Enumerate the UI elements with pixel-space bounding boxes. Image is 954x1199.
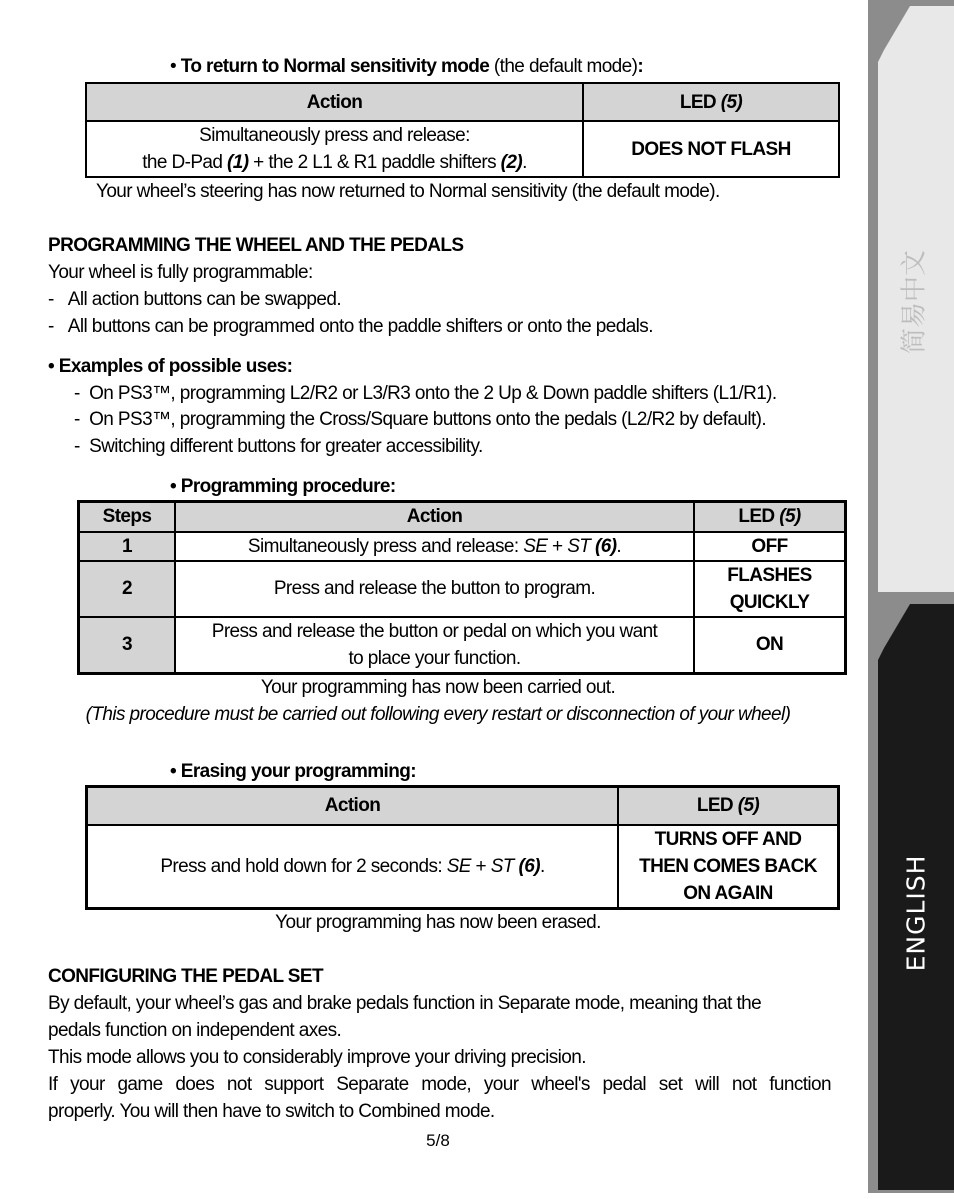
erased-note: Your programming has now been erased. bbox=[275, 912, 601, 933]
list-item-text: All buttons can be programmed onto the paddle shifters or onto the pedals. bbox=[67, 316, 653, 337]
pedal-paragraph-line: This mode allows you to considerably improve your driving precision. bbox=[48, 1047, 586, 1068]
erase-led-line: ON AGAIN bbox=[683, 882, 773, 904]
period: . bbox=[616, 535, 622, 557]
header-led bbox=[618, 787, 839, 825]
procedure-title bbox=[170, 476, 396, 498]
example-item: - On PS3™, programming L2/R2 or L3/R3 onto the 2 Up & Down paddle shifters (L1/R1). bbox=[74, 383, 777, 404]
example-text: On PS3™, programming L2/R2 or L3/R3 onto the 2 Up & Down paddle shifters (L1/R1). bbox=[89, 383, 777, 404]
header-action: Action bbox=[87, 787, 619, 825]
pedal-paragraph-line: properly. You will then have to switch to Combined mode. bbox=[48, 1101, 495, 1122]
erase-led-line: THEN COMES BACK bbox=[639, 855, 817, 877]
step-action bbox=[175, 617, 694, 674]
list-item: - All action buttons can be swapped. bbox=[48, 289, 342, 310]
done-note: Your programming has now been carried out. bbox=[260, 677, 616, 698]
st-button-ref: ST bbox=[567, 535, 591, 557]
list-item: - All buttons can be programmed onto the paddle shifters or onto the pedals. bbox=[48, 316, 653, 337]
bullet-icon: • bbox=[170, 56, 177, 77]
bullet-icon: • bbox=[170, 761, 177, 782]
bullet-icon: • bbox=[48, 356, 55, 377]
pedal-paragraph-line: By default, your wheel’s gas and brake pedals function in Separate mode, meaning that the bbox=[48, 993, 762, 1014]
step-action-text: Simultaneously press and release: bbox=[247, 535, 524, 557]
action-dpad-ref: (1) bbox=[227, 152, 249, 173]
item-ref: (6) bbox=[518, 855, 540, 877]
examples-title bbox=[48, 356, 292, 378]
header-led-label: LED bbox=[679, 91, 721, 113]
erase-title-text: Erasing your programming: bbox=[180, 761, 416, 782]
programming-intro: Your wheel is fully programmable: bbox=[48, 262, 313, 283]
header-led-ref: (5) bbox=[737, 795, 760, 817]
step-number: 1 bbox=[79, 532, 176, 561]
sidebar-tabs-graphic bbox=[868, 0, 954, 1193]
action-period: . bbox=[522, 152, 527, 173]
header-led-label: LED bbox=[696, 795, 738, 817]
normal-mode-bullet bbox=[170, 56, 643, 78]
example-item: - Switching different buttons for greater accessibility. bbox=[74, 436, 483, 457]
step-led-line: FLASHES bbox=[727, 564, 812, 586]
step-action bbox=[175, 532, 694, 561]
step-action-line: to place your function. bbox=[348, 647, 521, 669]
step-led bbox=[694, 561, 846, 617]
action-line-1: Simultaneously press and release: bbox=[199, 125, 470, 146]
programming-heading: PROGRAMMING THE WHEEL AND THE PEDALS bbox=[48, 235, 464, 256]
restart-note: (This procedure must be carried out following every restart or disconnection of your wheel) bbox=[85, 704, 791, 725]
tab-chinese[interactable]: 简易中文 bbox=[899, 249, 930, 355]
header-steps: Steps bbox=[79, 502, 176, 532]
page-number: 5/8 bbox=[426, 1131, 450, 1150]
pedal-paragraph-line: pedals function on independent axes. bbox=[48, 1020, 342, 1041]
erase-table bbox=[85, 785, 840, 910]
step-led: ON bbox=[694, 617, 846, 674]
erase-action bbox=[87, 825, 619, 909]
procedure-table bbox=[77, 500, 847, 675]
step-action: Press and release the button to program. bbox=[175, 561, 694, 617]
header-led bbox=[583, 83, 839, 121]
procedure-title-text: Programming procedure: bbox=[180, 476, 396, 497]
example-text: Switching different buttons for greater accessibility. bbox=[89, 436, 483, 457]
header-led-ref: (5) bbox=[779, 506, 801, 528]
se-button-ref: SE bbox=[446, 855, 471, 877]
normal-mode-colon: : bbox=[637, 56, 644, 77]
example-text: On PS3™, programming the Cross/Square buttons onto the pedals (L2/R2 by default). bbox=[89, 409, 767, 430]
normal-mode-led: DOES NOT FLASH bbox=[583, 121, 839, 177]
action-dpad: the D-Pad bbox=[142, 152, 228, 173]
normal-mode-title-rest: (the default mode) bbox=[489, 56, 638, 77]
list-item-text: All action buttons can be swapped. bbox=[67, 289, 342, 310]
erase-action-text: Press and hold down for 2 seconds: bbox=[160, 855, 447, 877]
plus-sign: + bbox=[470, 855, 491, 877]
step-number: 3 bbox=[79, 617, 176, 674]
step-number: 2 bbox=[79, 561, 176, 617]
erase-led-line: TURNS OFF AND bbox=[654, 828, 802, 850]
plus-sign: + bbox=[547, 535, 568, 557]
language-sidebar bbox=[868, 0, 954, 1193]
normal-mode-note: Your wheel’s steering has now returned to Normal sensitivity (the default mode). bbox=[96, 181, 720, 202]
step-led-line: QUICKLY bbox=[729, 591, 810, 613]
action-line-2 bbox=[93, 149, 576, 176]
normal-mode-action bbox=[86, 121, 583, 177]
step-action-line: Press and release the button or pedal on which you want bbox=[211, 620, 658, 642]
action-paddles: + the 2 L1 & R1 paddle shifters bbox=[248, 152, 501, 173]
pedal-heading: CONFIGURING THE PEDAL SET bbox=[48, 966, 323, 987]
erase-led bbox=[618, 825, 839, 909]
header-led bbox=[694, 502, 846, 532]
st-button-ref: ST bbox=[490, 855, 514, 877]
example-item: - On PS3™, programming the Cross/Square buttons onto the pedals (L2/R2 by default). bbox=[74, 409, 767, 430]
header-action: Action bbox=[86, 83, 583, 121]
tab-english[interactable]: ENGLISH bbox=[901, 854, 931, 972]
header-action: Action bbox=[175, 502, 694, 532]
header-led-ref: (5) bbox=[720, 91, 743, 113]
examples-title-text: Examples of possible uses: bbox=[58, 356, 293, 377]
header-led-label: LED bbox=[738, 506, 780, 528]
pedal-paragraph-line: If your game does not support Separate mode, your wheel's pedal set will not function bbox=[48, 1074, 831, 1095]
bullet-icon: • bbox=[170, 476, 177, 497]
item-ref: (6) bbox=[595, 535, 617, 557]
period: . bbox=[539, 855, 545, 877]
normal-mode-title: To return to Normal sensitivity mode bbox=[180, 56, 490, 77]
normal-mode-table bbox=[85, 82, 840, 178]
erase-title bbox=[170, 761, 416, 783]
se-button-ref: SE bbox=[523, 535, 548, 557]
step-led: OFF bbox=[694, 532, 846, 561]
action-paddles-ref: (2) bbox=[500, 152, 523, 173]
